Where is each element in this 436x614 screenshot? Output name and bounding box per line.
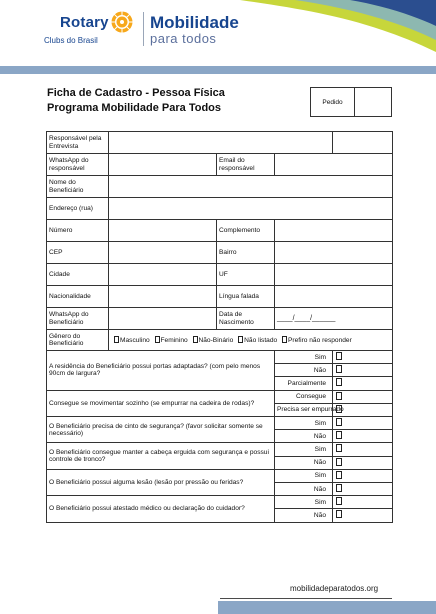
question-cinto: O Beneficiário precisa de cinto de segurança? (favor solicitar somente se necessário): [47, 417, 275, 443]
q6-nao-checkbox[interactable]: [336, 510, 342, 518]
para-todos-wordmark: para todos: [150, 31, 217, 46]
form-title-line2: Programa Mobilidade Para Todos: [47, 102, 221, 114]
footer-divider: [220, 598, 392, 599]
q2-empurrado-option: [333, 403, 393, 416]
question-atestado: O Beneficiário possui atestado médico ou declaração do cuidador?: [47, 496, 275, 522]
gender-prefiro-label: Prefiro não responder: [288, 336, 352, 344]
footer-band: [218, 601, 436, 614]
q1-parcial-option: [333, 377, 393, 390]
registration-table: [46, 131, 393, 523]
header-band: [0, 66, 436, 74]
question-movimentar: Consegue se movimentar sozinho (se empurrar na cadeira de rodas)?: [47, 390, 275, 416]
q3-nao-label: Não: [275, 430, 333, 443]
nascimento-label: Data de Nascimento: [217, 308, 275, 330]
q1-sim-checkbox[interactable]: [336, 352, 342, 360]
q2-consegue-option: [333, 390, 393, 403]
q1-sim-label: Sim: [275, 351, 333, 364]
cidade-field[interactable]: [109, 264, 217, 286]
complemento-label: Complemento: [217, 220, 275, 242]
q4-sim-label: Sim: [275, 443, 333, 456]
q3-sim-checkbox[interactable]: [336, 418, 342, 426]
q6-sim-option: [333, 496, 393, 509]
question-lesao: O Beneficiário possui alguma lesão (lesão por pressão ou feridas?: [47, 469, 275, 495]
nome-field[interactable]: [109, 176, 393, 198]
gender-prefiro-checkbox[interactable]: [282, 336, 287, 343]
question-portas: A residência do Beneficiário possui portas adaptadas? (com pelo menos 90cm de largura?: [47, 351, 275, 391]
nome-label: Nome do Beneficiário: [47, 176, 109, 198]
q4-sim-checkbox[interactable]: [336, 444, 342, 452]
q3-nao-checkbox[interactable]: [336, 431, 342, 439]
q3-sim-option: [333, 417, 393, 430]
q5-sim-option: [333, 469, 393, 482]
nacionalidade-label: Nacionalidade: [47, 286, 109, 308]
whatsapp-resp-field[interactable]: [109, 154, 217, 176]
whatsapp-ben-field[interactable]: [109, 308, 217, 330]
q6-sim-checkbox[interactable]: [336, 497, 342, 505]
nascimento-field[interactable]: ____/____/______: [275, 308, 393, 330]
pedido-label: Pedido: [311, 88, 355, 116]
responsavel-extra-field[interactable]: [333, 132, 393, 154]
lingua-label: Língua falada: [217, 286, 275, 308]
endereco-field[interactable]: [109, 198, 393, 220]
q6-nao-option: [333, 509, 393, 522]
q3-sim-label: Sim: [275, 417, 333, 430]
gender-options: [109, 330, 393, 351]
numero-field[interactable]: [109, 220, 217, 242]
gender-nao-binario-label: Não-Binário: [198, 336, 234, 344]
email-resp-label: Email do responsável: [217, 154, 275, 176]
q1-nao-checkbox[interactable]: [336, 365, 342, 373]
gender-masculino-label: Masculino: [120, 336, 150, 344]
cidade-label: Cidade: [47, 264, 109, 286]
numero-label: Número: [47, 220, 109, 242]
footer-url[interactable]: mobilidadeparatodos.org: [290, 584, 379, 593]
q2-consegue-checkbox[interactable]: [336, 392, 342, 400]
q1-nao-label: Não: [275, 364, 333, 377]
mobilidade-wordmark: Mobilidade: [150, 13, 239, 32]
q1-nao-option: [333, 364, 393, 377]
q6-nao-label: Não: [275, 509, 333, 522]
email-resp-field[interactable]: [275, 154, 393, 176]
gender-feminino-checkbox[interactable]: [155, 336, 160, 343]
gender-feminino-label: Feminino: [160, 336, 188, 344]
q5-sim-checkbox[interactable]: [336, 471, 342, 479]
endereco-label: Endereço (rua): [47, 198, 109, 220]
gender-masculino-checkbox[interactable]: [114, 336, 119, 343]
gender-nao-listado-checkbox[interactable]: [238, 336, 243, 343]
whatsapp-ben-label: WhatsApp do Beneficiário: [47, 308, 109, 330]
q5-nao-label: Não: [275, 483, 333, 496]
q1-sim-option: [333, 351, 393, 364]
q3-nao-option: [333, 430, 393, 443]
rotary-wheel-icon: [110, 10, 134, 34]
q2-empurrado-label: Precisa ser empurrado: [275, 403, 333, 416]
uf-field[interactable]: [275, 264, 393, 286]
genero-label: Gênero do Beneficiário: [47, 330, 109, 351]
cep-label: CEP: [47, 242, 109, 264]
pedido-field[interactable]: [355, 88, 391, 116]
question-cabeca: O Beneficiário consegue manter a cabeça erguida com segurança e possui controle de tronco?: [47, 443, 275, 469]
q4-nao-option: [333, 456, 393, 469]
q5-sim-label: Sim: [275, 469, 333, 482]
q5-nao-option: [333, 483, 393, 496]
q4-nao-checkbox[interactable]: [336, 458, 342, 466]
pedido-box: [310, 87, 392, 117]
gender-nao-binario-checkbox[interactable]: [193, 336, 198, 343]
form-title-line1: Ficha de Cadastro - Pessoa Física: [47, 87, 225, 99]
q4-nao-label: Não: [275, 456, 333, 469]
uf-label: UF: [217, 264, 275, 286]
responsavel-field[interactable]: [109, 132, 333, 154]
form-title: [47, 86, 225, 116]
q4-sim-option: [333, 443, 393, 456]
lingua-field[interactable]: [275, 286, 393, 308]
whatsapp-resp-label: WhatsApp do responsável: [47, 154, 109, 176]
bairro-label: Bairro: [217, 242, 275, 264]
nacionalidade-field[interactable]: [109, 286, 217, 308]
q6-sim-label: Sim: [275, 496, 333, 509]
q1-parcial-label: Parcialmente: [275, 377, 333, 390]
responsavel-label: Responsável pela Entrevista: [47, 132, 109, 154]
q2-empurrado-checkbox[interactable]: [336, 405, 342, 413]
q5-nao-checkbox[interactable]: [336, 484, 342, 492]
rotary-wordmark: Rotary: [60, 14, 109, 31]
cep-field[interactable]: [109, 242, 217, 264]
logo-divider: [143, 12, 144, 46]
complemento-field[interactable]: [275, 220, 393, 242]
bairro-field[interactable]: [275, 242, 393, 264]
gender-nao-listado-label: Não listado: [244, 336, 278, 344]
clubs-wordmark: Clubs do Brasil: [44, 36, 98, 45]
q2-consegue-label: Consegue: [275, 390, 333, 403]
q1-parcial-checkbox[interactable]: [336, 378, 342, 386]
mobilidade-logo: [150, 14, 239, 46]
